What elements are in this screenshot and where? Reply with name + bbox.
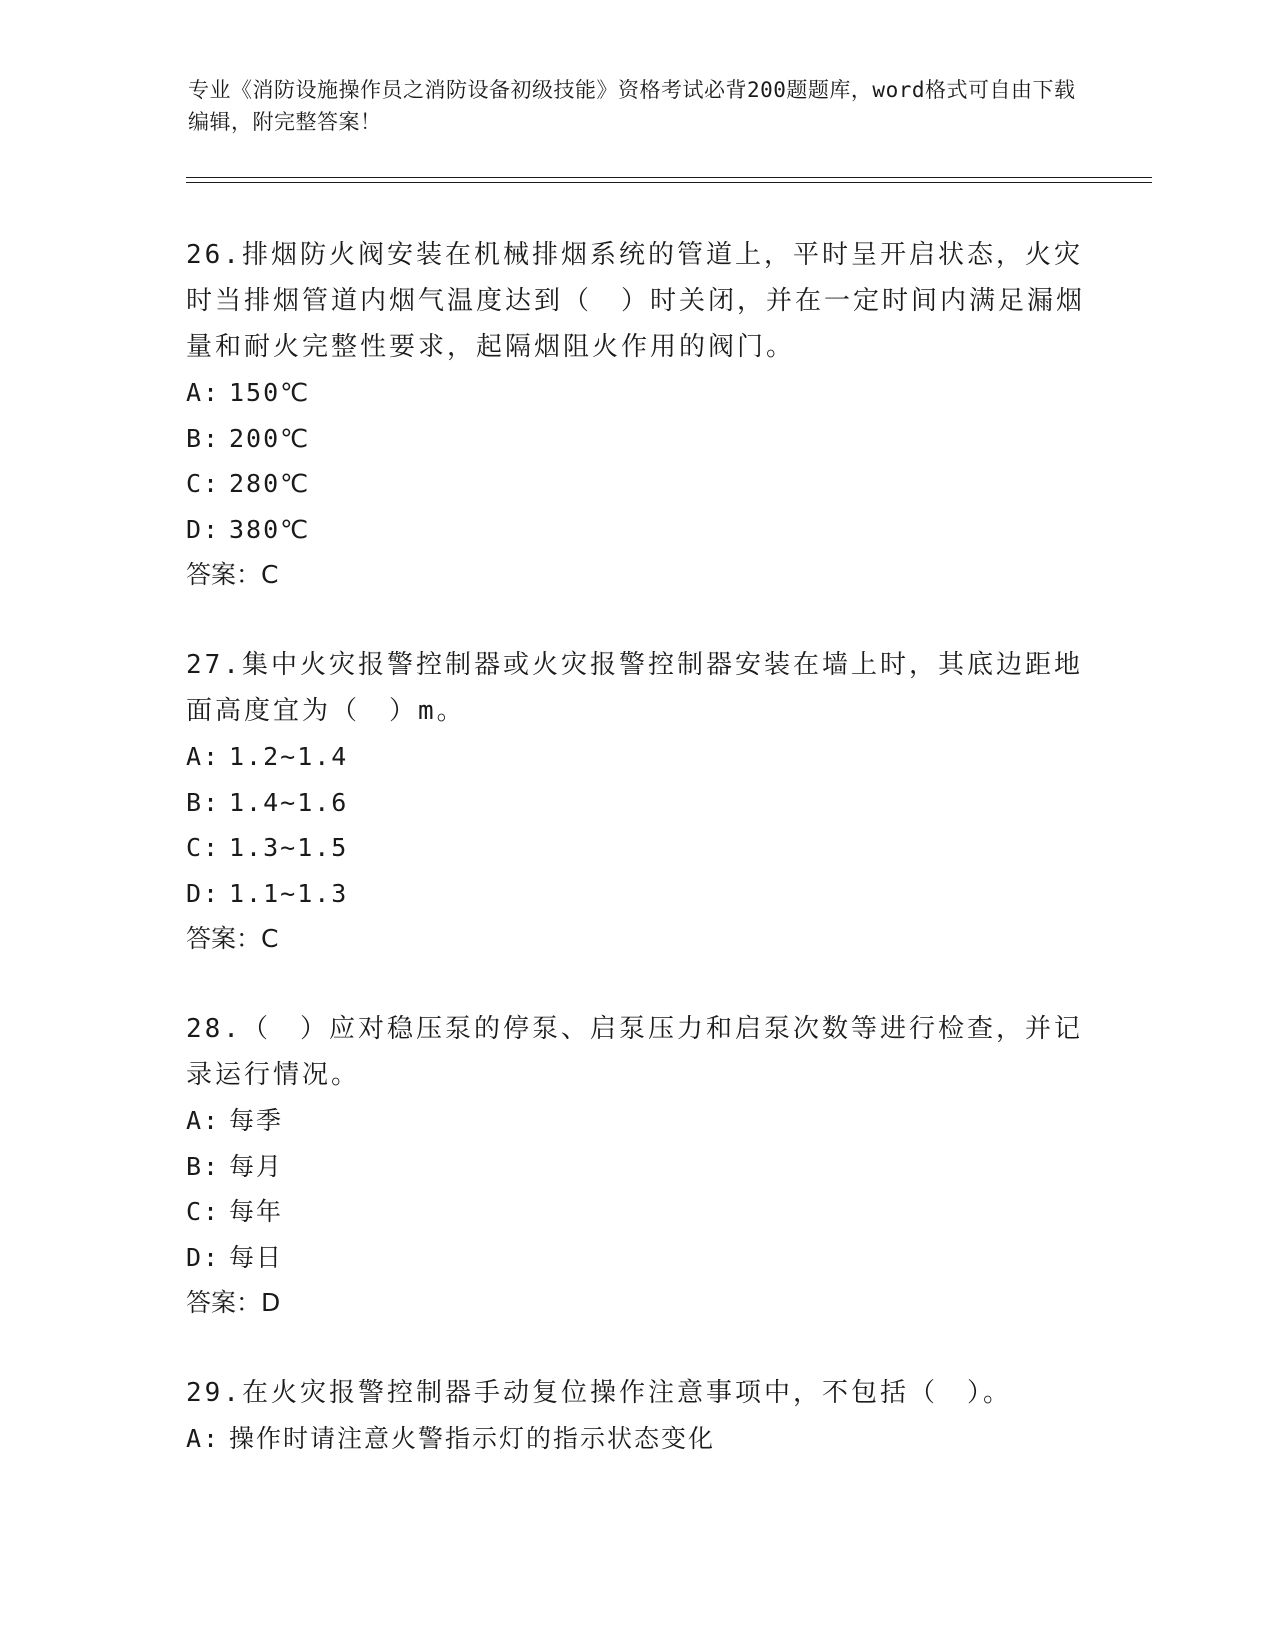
option-letter: A: (186, 1424, 221, 1453)
option-a (186, 370, 1086, 416)
question-text: 26.排烟防火阀安装在机械排烟系统的管道上，平时呈开启状态，火灾时当排烟管道内烟气温度达到（ ）时关闭，并在一定时间内满足漏烟量和耐火完整性要求，起隔烟阻火作用的阀门。 (186, 240, 1086, 362)
option-text: 200℃ (229, 423, 311, 453)
question-29 (186, 1370, 1086, 1462)
option-letter: B: (186, 423, 221, 453)
option-a (186, 734, 1086, 780)
option-letter: A: (186, 378, 221, 407)
option-text: 280℃ (229, 469, 311, 498)
option-letter: C: (186, 1197, 221, 1226)
option-c (186, 1189, 1086, 1235)
option-c (186, 825, 1086, 871)
option-text: 每月 (229, 1151, 284, 1181)
option-letter: A: (186, 742, 221, 771)
answer-line: 答案：C (186, 560, 279, 589)
option-text: 操作时请注意火警指示灯的指示状态变化 (229, 1424, 716, 1453)
option-letter: D: (186, 514, 221, 544)
question-list (186, 232, 1086, 1506)
option-letter: C: (186, 469, 221, 498)
question-text: 28.（ ）应对稳压泵的停泵、启泵压力和启泵次数等进行检查，并记录运行情况。 (186, 1014, 1083, 1090)
option-letter: D: (186, 878, 221, 908)
option-text: 每日 (229, 1242, 284, 1272)
answer-line: 答案：C (186, 924, 279, 953)
option-d (186, 871, 1086, 917)
header-divider-top (186, 177, 1152, 178)
question-26 (186, 232, 1086, 598)
option-text: 380℃ (229, 514, 311, 544)
option-letter: B: (186, 1151, 221, 1181)
option-letter: C: (186, 833, 221, 862)
option-text: 每年 (229, 1197, 284, 1226)
option-text: 1.4~1.6 (229, 787, 349, 817)
option-text: 1.2~1.4 (229, 742, 349, 771)
option-c (186, 461, 1086, 507)
option-b (186, 416, 1086, 462)
option-a (186, 1416, 1086, 1462)
option-text: 1.1~1.3 (229, 878, 349, 908)
option-b (186, 780, 1086, 826)
header-divider-bottom (186, 182, 1152, 183)
question-28 (186, 1006, 1086, 1326)
option-text: 150℃ (229, 378, 311, 407)
option-text: 每季 (229, 1106, 284, 1135)
question-text: 29.在火灾报警控制器手动复位操作注意事项中，不包括（ ）。 (186, 1378, 1012, 1408)
question-text: 27.集中火灾报警控制器或火灾报警控制器安装在墙上时，其底边距地面高度宜为（ ）m。 (186, 650, 1083, 726)
option-letter: B: (186, 787, 221, 817)
option-letter: A: (186, 1106, 221, 1135)
option-a (186, 1098, 1086, 1144)
document-header: 专业《消防设施操作员之消防设备初级技能》资格考试必背200题题库，word格式可自由下载编辑，附完整答案！ (188, 78, 1076, 134)
option-b (186, 1144, 1086, 1190)
option-d (186, 507, 1086, 553)
answer-line: 答案：D (186, 1288, 281, 1317)
option-letter: D: (186, 1242, 221, 1272)
option-d (186, 1235, 1086, 1281)
question-27 (186, 642, 1086, 962)
option-text: 1.3~1.5 (229, 833, 349, 862)
